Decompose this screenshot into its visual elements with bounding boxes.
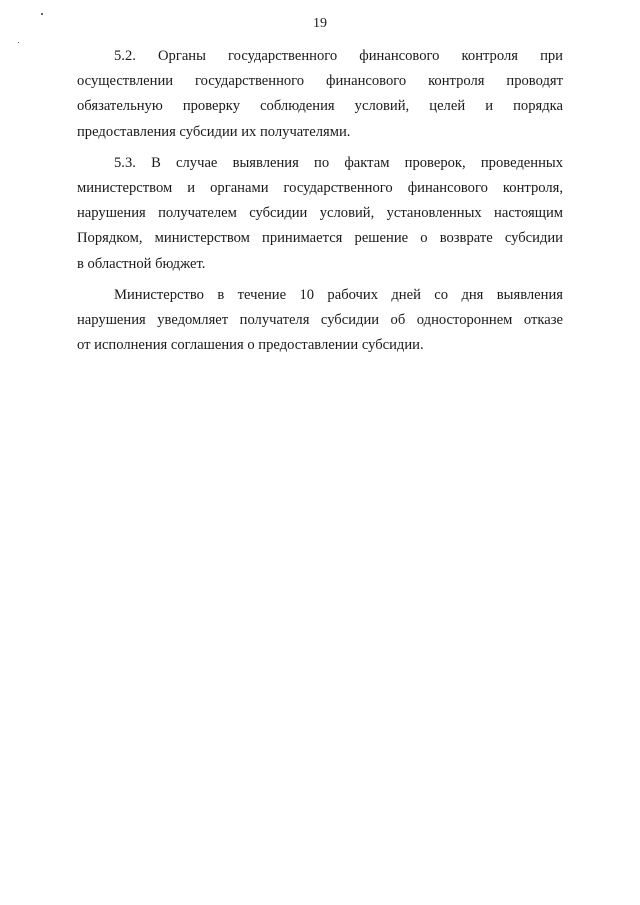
paragraph-notice bbox=[77, 283, 563, 359]
text-line: Порядком, министерством принимается решение о возврате субсидии bbox=[77, 230, 563, 247]
paragraph-5-3 bbox=[77, 151, 563, 277]
document-body bbox=[77, 44, 563, 364]
text-line: в областной бюджет. bbox=[77, 255, 206, 272]
text-line: обязательную проверку соблюдения условий, целей и порядка bbox=[77, 98, 563, 115]
page-number: 19 bbox=[313, 16, 327, 31]
text-line: 5.3. В случае выявления по фактам проверок, проведенных bbox=[114, 154, 563, 171]
text-line: нарушения получателем субсидии условий, установленных настоящим bbox=[77, 205, 563, 222]
paragraph-5-2 bbox=[77, 44, 563, 145]
scan-speck bbox=[18, 42, 19, 43]
text-line: 5.2. Органы государственного финансового контроля при bbox=[114, 48, 563, 64]
text-line: Министерство в течение 10 рабочих дней со дня выявления bbox=[114, 286, 563, 303]
text-line: министерством и органами государственного финансового контроля, bbox=[77, 180, 563, 197]
text-line: от исполнения соглашения о предоставлении субсидии. bbox=[77, 337, 424, 354]
text-line: нарушения уведомляет получателя субсидии об одностороннем отказе bbox=[77, 312, 563, 329]
text-line: осуществлении государственного финансового контроля проводят bbox=[77, 73, 563, 90]
text-line: предоставления субсидии их получателями. bbox=[77, 123, 351, 140]
